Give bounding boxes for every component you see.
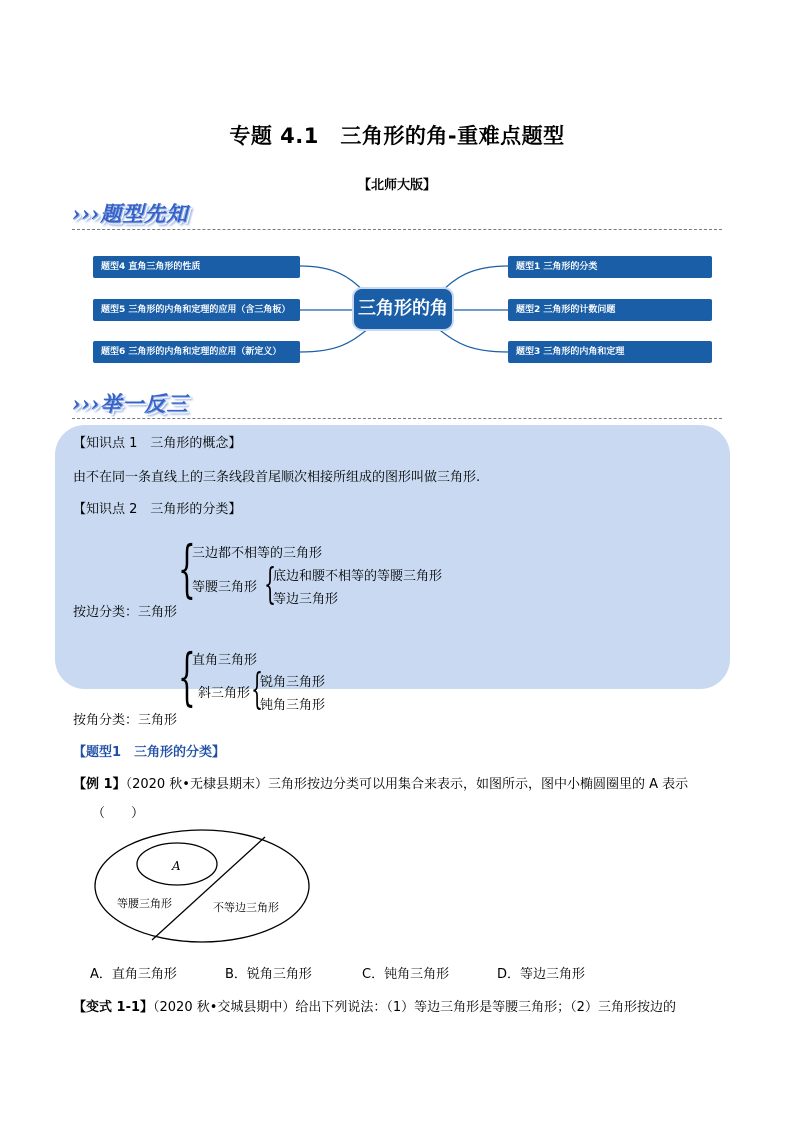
brace-icon: { bbox=[251, 664, 264, 713]
section-header-practice: ›››举一反三 bbox=[72, 391, 189, 416]
angle-type-oblique: 斜三角形 bbox=[198, 686, 251, 701]
side-type-scalene: 三边都不相等的三角形 bbox=[192, 546, 323, 561]
brace-icon: { bbox=[264, 559, 277, 608]
knowledge-1-title: 【知识点 1 三角形的概念】 bbox=[73, 436, 242, 451]
variant-tag: 【变式 1-1】 bbox=[73, 1000, 154, 1015]
option-d[interactable]: D．等边三角形 bbox=[497, 967, 586, 982]
page-title: 专题 4.1 三角形的角-重难点题型 bbox=[229, 124, 565, 148]
mindmap-topic-3[interactable]: 题型3 三角形的内角和定理 bbox=[508, 341, 712, 363]
divider-line bbox=[152, 837, 265, 940]
example-text: （2020 秋•无棣县期末）三角形按边分类可以用集合来表示，如图所示，图中小椭圆圈里的 A 表示 bbox=[125, 777, 689, 792]
side-type-equilateral: 等边三角形 bbox=[273, 592, 339, 607]
brace-icon: { bbox=[178, 532, 196, 605]
section-divider bbox=[72, 229, 722, 230]
mindmap-topic-5[interactable]: 题型5 三角形的内角和定理的应用（含三角板） bbox=[93, 299, 300, 321]
section-header-overview: ›››题型先知 bbox=[72, 201, 189, 226]
section-arrows-icon: ››› bbox=[72, 391, 101, 416]
example-tag: 【例 1】 bbox=[73, 777, 126, 792]
triangle-set-diagram bbox=[90, 826, 320, 946]
option-b[interactable]: B．锐角三角形 bbox=[225, 967, 312, 982]
angle-type-obtuse: 钝角三角形 bbox=[260, 698, 326, 713]
option-a[interactable]: A．直角三角形 bbox=[90, 967, 177, 982]
mindmap-topic-6[interactable]: 题型6 三角形的内角和定理的应用（新定义） bbox=[93, 341, 300, 363]
variant-text: （2020 秋•交城县期中）给出下列说法：（1）等边三角形是等腰三角形；（2）三角形按边的 bbox=[153, 1000, 676, 1015]
variant-1-1 bbox=[73, 996, 676, 1015]
brace-icon: { bbox=[178, 640, 196, 713]
set-label-isosceles: 等腰三角形 bbox=[117, 897, 172, 910]
set-label-a: A bbox=[172, 859, 181, 873]
section-divider bbox=[72, 418, 722, 419]
answer-parentheses: （ ） bbox=[92, 806, 145, 821]
knowledge-2-title: 【知识点 2 三角形的分类】 bbox=[73, 502, 242, 517]
side-type-isosceles: 等腰三角形 bbox=[192, 580, 258, 595]
by-angle-label: 按角分类：三角形 bbox=[73, 713, 178, 728]
edition-label: 【北师大版】 bbox=[357, 178, 436, 193]
knowledge-1-text: 由不在同一条直线上的三条线段首尾顺次相接所组成的图形叫做三角形. bbox=[73, 470, 481, 485]
mindmap-center: 三角形的角 bbox=[352, 287, 454, 331]
angle-type-acute: 锐角三角形 bbox=[260, 675, 326, 690]
side-type-isosceles-nonequilateral: 底边和腰不相等的等腰三角形 bbox=[273, 569, 443, 584]
mindmap-topic-4[interactable]: 题型4 直角三角形的性质 bbox=[93, 256, 300, 278]
mindmap-topic-1[interactable]: 题型1 三角形的分类 bbox=[508, 256, 712, 278]
mindmap-topic-2[interactable]: 题型2 三角形的计数问题 bbox=[508, 299, 712, 321]
set-label-scalene: 不等边三角形 bbox=[213, 901, 279, 914]
example-1 bbox=[73, 773, 688, 792]
section-arrows-icon: ››› bbox=[72, 201, 101, 226]
topic-1-heading: 【题型1 三角形的分类】 bbox=[73, 745, 226, 760]
knowledge-panel bbox=[55, 425, 730, 689]
option-c[interactable]: C．钝角三角形 bbox=[362, 967, 450, 982]
angle-type-right: 直角三角形 bbox=[192, 653, 258, 668]
by-side-label: 按边分类：三角形 bbox=[73, 605, 178, 620]
outer-ellipse bbox=[95, 830, 309, 942]
